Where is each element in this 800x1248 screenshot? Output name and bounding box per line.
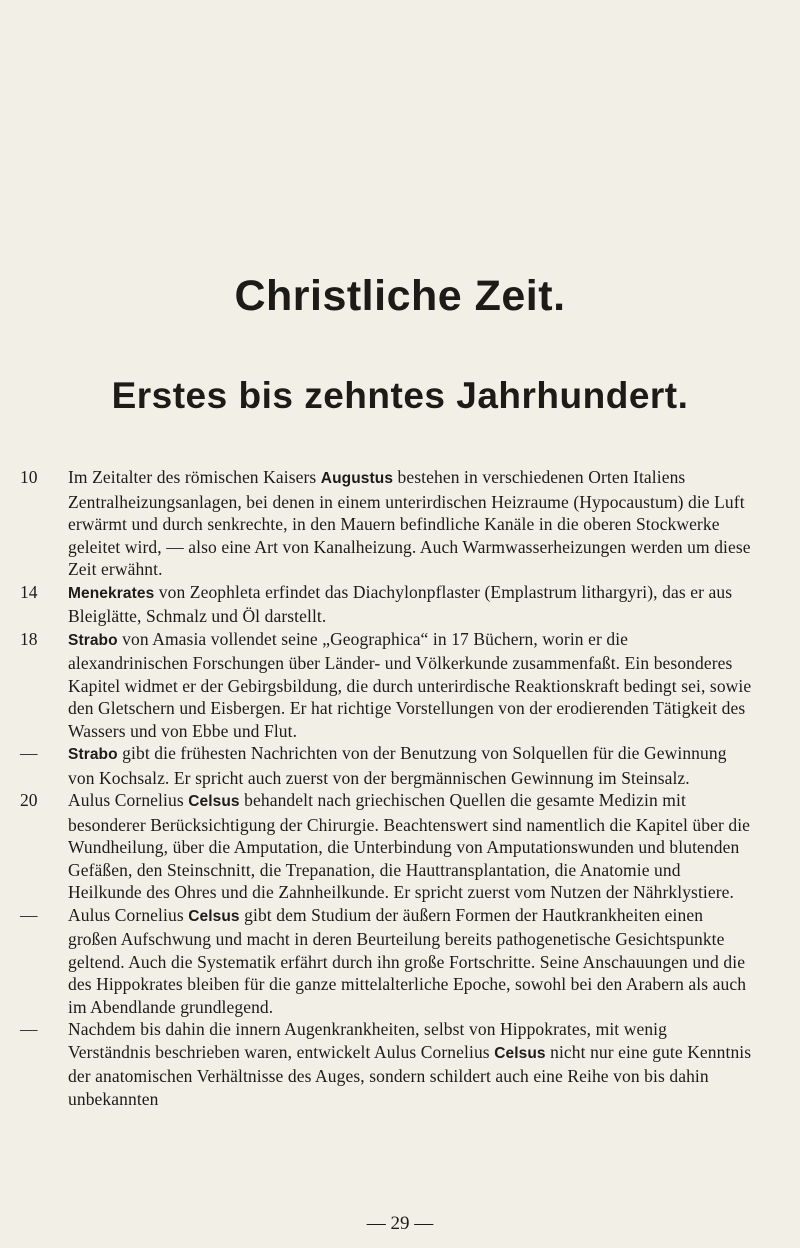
- entry-text: Im Zeitalter des römischen Kaisers Augustus bestehen in verschiedenen Orten Italiens Zentralheizungsanlagen, bei denen in einem unterirdischen Heizraume (Hypocaustum) die Luft erwärmt und durch senkrechte, in den Mauern befindliche Kanäle in die oberen Stockwerke geleitet wird, — also eine Art von Kanalheizung. Auch Warmwasserheizungen werden um diese Zeit erwähnt.: [68, 467, 751, 579]
- chronology-entry: [20, 628, 752, 743]
- chronology-entries: [20, 466, 752, 1110]
- chapter-subheading: Erstes bis zehntes Jahrhundert.: [111, 375, 689, 416]
- person-name: Strabo: [68, 746, 118, 763]
- chronology-entry: [20, 904, 752, 1019]
- year-marker: 18: [20, 628, 38, 649]
- year-marker: —: [20, 1019, 38, 1039]
- person-name: Augustus: [320, 470, 394, 487]
- person-name: Celsus: [494, 1044, 546, 1062]
- entry-text: Aulus Cornelius Celsus behandelt nach griechischen Quellen die gesamte Medizin mit besonderer Berücksichtigung der Chirurgie. Beachtenswert sind namentlich die Kapitel über die Wundheilung, über die Amputation, die Unterbindung von Amputationswunden und blutenden Gefäßen, den Steinschnitt, die Trepanation, die Hauttransplantation, die Anatomie und Heilkunde des Ohres und die Zahnheilkunde. Er spricht zuerst vom Nutzen der Nährklystiere.: [68, 790, 751, 902]
- chronology-entry: [20, 789, 752, 904]
- chronology-entry: [20, 466, 752, 581]
- entry-text: Menekrates von Zeophleta erfindet das Diachylonpflaster (Emplastrum lithargyri), das er aus Bleiglätte, Schmalz und Öl darstellt.: [68, 581, 733, 626]
- person-name: Menekrates: [68, 584, 155, 602]
- entry-text: Nachdem bis dahin die innern Augenkrankheiten, selbst von Hippokrates, mit wenig Verständnis beschrieben waren, entwickelt Aulus Cornelius Celsus nicht nur eine gute Kenntnis der anatomischen Verhältnisse des Auges, sondern schildert auch eine Reihe von bis dahin unbekannten: [68, 1019, 752, 1109]
- chronology-entry: [20, 742, 752, 789]
- entry-text: Strabo gibt die frühesten Nachrichten von der Benutzung von Solquellen für die Gewinnung von Kochsalz. Er spricht auch zuerst von der bergmännischen Gewinnung im Steinsalz.: [68, 743, 727, 788]
- person-name: Celsus: [188, 907, 240, 925]
- person-name: Celsus: [188, 793, 240, 810]
- entry-text: Aulus Cornelius Celsus gibt dem Studium der äußern Formen der Hautkrankheiten einen großen Aufschwung und macht in deren Beurteilung bereits pathogenetische Gesichtspunkte geltend. Auch die Systematik erfährt durch ihn große Fortschritte. Seine Anschauungen und die des Hippokrates bleiben für die ganze mittelalterliche Epoche, sowohl bei den Arabern als auch im Abendlande grundlegend.: [68, 904, 747, 1017]
- page-number: — 29 —: [366, 1213, 434, 1234]
- year-marker: —: [20, 743, 38, 763]
- chapter-heading: Christliche Zeit.: [234, 272, 566, 320]
- year-marker: 10: [20, 467, 38, 487]
- entry-text: Strabo von Amasia vollendet seine „Geographica“ in 17 Büchern, worin er die alexandrinischen Forschungen über Länder- und Völkerkunde zusammenfaßt. Ein besonderes Kapitel widmet er der Gebirgsbildung, die durch unterirdische Reaktionskraft bedingt sei, sowie den Gletschern und Eisbergen. Er hat richtige Vorstellungen von der erodierenden Tätigkeit des Wassers und von Ebbe und Flut.: [68, 628, 752, 741]
- year-marker: 14: [20, 581, 38, 602]
- year-marker: 20: [20, 790, 38, 810]
- person-name: Strabo: [68, 631, 118, 649]
- chronology-entry: [20, 581, 752, 628]
- chronology-entry: [20, 1018, 752, 1110]
- year-marker: —: [20, 904, 38, 925]
